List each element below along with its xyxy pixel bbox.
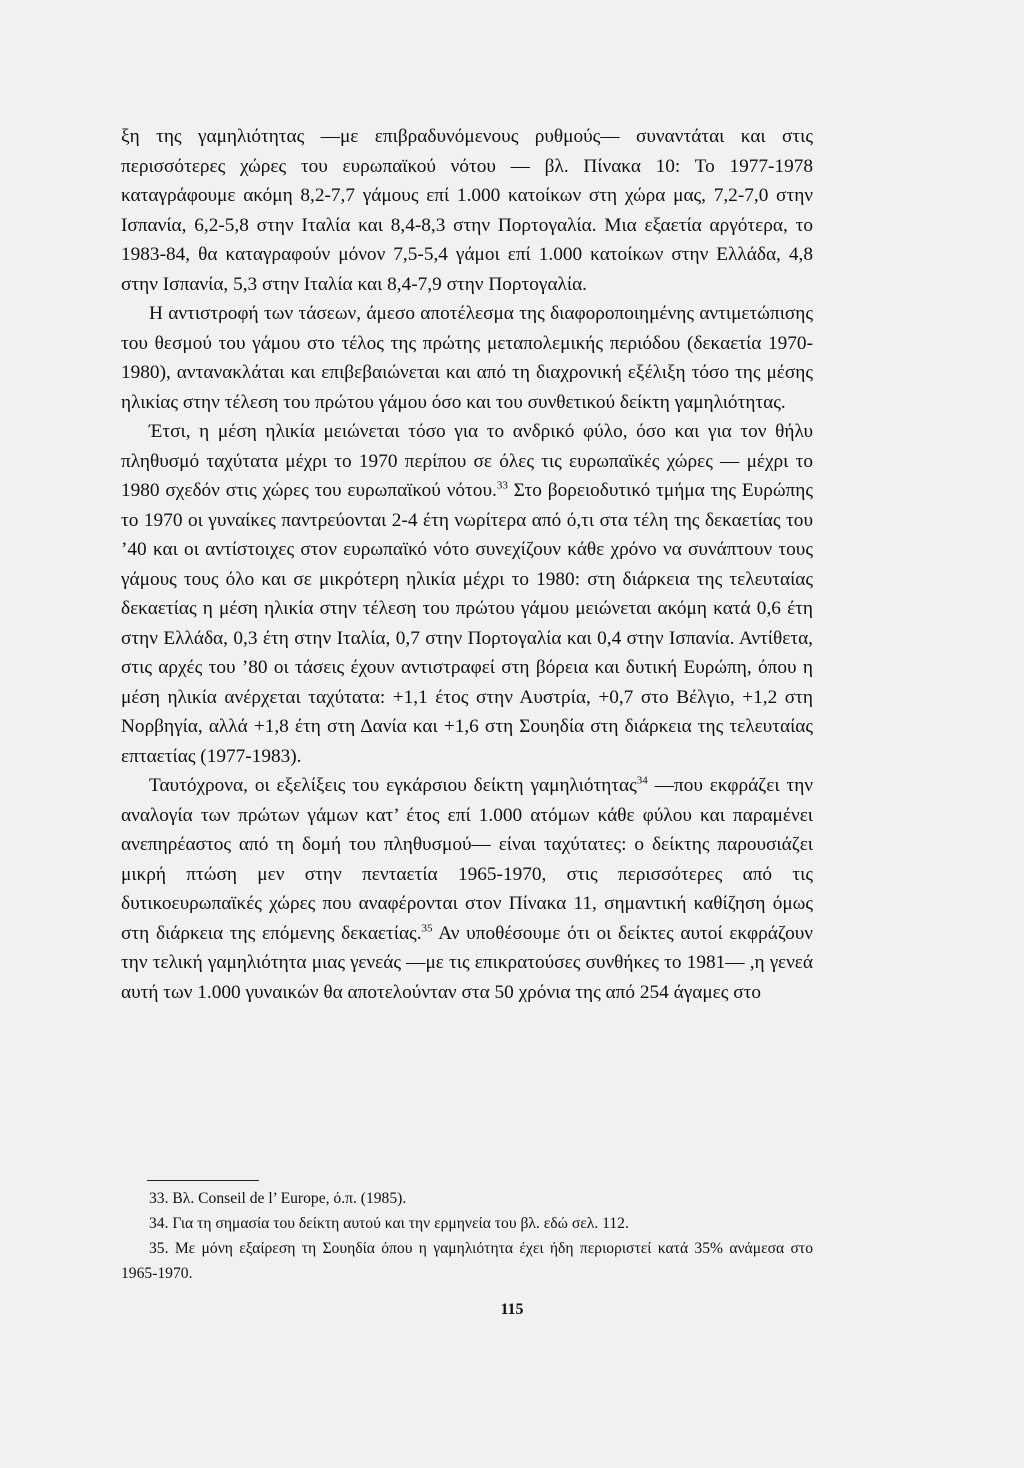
footnotes	[121, 1186, 813, 1286]
page-number: 115	[500, 1301, 524, 1318]
paragraph-3	[121, 417, 813, 771]
paragraph-4	[121, 771, 813, 1007]
body-text	[121, 122, 813, 1007]
footnote-ref-35: 35	[421, 922, 433, 935]
footnote-ref-33: 33	[496, 479, 508, 492]
footnote-35: 35. Με μόνη εξαίρεση τη Σουηδία όπου η γαμηλιότητα έχει ήδη περιοριστεί κατά 35% ανάμεσα στο 1965-1970.	[121, 1240, 813, 1282]
footnote-ref-34: 34	[636, 774, 648, 787]
footnote-34: 34. Για τη σημασία του δείκτη αυτού και την ερμηνεία του βλ. εδώ σελ. 112.	[149, 1215, 629, 1232]
footnote-33: 33. Βλ. Conseil de l’ Europe, ό.π. (1985).	[149, 1190, 407, 1207]
paragraph-4-text-a: Ταυτόχρονα, οι εξελίξεις του εγκάρσιου δείκτη γαμηλιότητας	[149, 775, 637, 796]
paragraph-3-text-b: Στο βορειοδυτικό τμήμα της Ευρώπης το 1970 οι γυναίκες παντρεύονται 2-4 έτη νωρίτερα από ό,τι στα τέλη της δεκαετίας του ’40 και οι αντίστοιχες στον ευρωπαϊκό νότο συνεχίζουν κάθε χρόνο να συνάπτουν τους γάμους τους όλο και σε μικρότερη ηλικία μέχρι το 1980: στη διάρκεια της τελευταίας δεκαετίας η μέση ηλικία στην τέλεση του πρώτου γάμου μειώνεται ακόμη κατά 0,6 έτη στην Ελλάδα, 0,3 έτη στην Ιταλία, 0,7 στην Πορτογαλία και 0,4 στην Ισπανία. Αντίθετα, στις αρχές του ’80 οι τάσεις έχουν αντιστραφεί στη βόρεια και δυτική Ευρώπη, όπου η μέση ηλικία ανέρχεται ταχύτατα: +1,1 έτος στην Αυστρία, +0,7 στο Βέλγιο, +1,2 στη Νορβηγία, αλλά +1,8 έτη στη Δανία και +1,6 στη Σουηδία στη διάρκεια της τελευταίας επταετίας (1977-1983).	[121, 480, 813, 767]
paragraph-3-text-a: Έτσι, η μέση ηλικία μειώνεται τόσο για το ανδρικό φύλο, όσο και για τον θήλυ πληθυσμό ταχύτατα μέχρι το 1970 περίπου σε όλες τις ευρωπαϊκές χώρες — μέχρι το 1980 σχεδόν στις χώρες του ευρωπαϊκού νότου.	[121, 421, 813, 501]
paragraph-4-text-c: Αν υποθέσουμε ότι οι δείκτες αυτοί εκφράζουν την τελική γαμηλιότητα μιας γενεάς —με τις επικρατούσες συνθήκες το 1981— ,η γενεά αυτή των 1.000 γυναικών θα αποτελούνταν στα 50 χρόνια της από 254 άγαμες στο	[121, 922, 813, 1003]
paragraph-4-text-b: —που εκφράζει την αναλογία των πρώτων γάμων κατ’ έτος επί 1.000 ατόμων κάθε φύλου και παραμένει ανεπηρέαστος από τη δομή του πληθυσμού— είναι ταχύτατες: ο δείκτης παρουσιάζει μικρή πτώση μεν στην πενταετία 1965-1970, στις περισσότερες από τις δυτικοευρωπαϊκές χώρες που αναφέρονται στον Πίνακα 11, σημαντική καθίζηση όμως στη διάρκεια της επόμενης δεκαετίας.	[121, 775, 813, 944]
paragraph-2: Η αντιστροφή των τάσεων, άμεσο αποτέλεσμα της διαφοροποιημένης αντιμετώπισης του θεσμού του γάμου στο τέλος της πρώτης μεταπολεμικής περιόδου (δεκαετία 1970-1980), αντανακλάται και επιβεβαιώνεται και από τη διαχρονική εξέλιξη τόσο της μέσης ηλικίας στην τέλεση του πρώτου γάμου όσο και του συνθετικού δείκτη γαμηλιότητας.	[121, 303, 813, 413]
footnote-divider	[147, 1180, 259, 1181]
paragraph-1: ξη της γαμηλιότητας —με επιβραδυνόμενους ρυθμούς— συναντάται και στις περισσότερες χώρες του ευρωπαϊκού νότου — βλ. Πίνακα 10: Το 1977-1978 καταγράφουμε ακόμη 8,2-7,7 γάμους επί 1.000 κατοίκων στη χώρα μας, 7,2-7,0 στην Ισπανία, 6,2-5,8 στην Ιταλία και 8,4-8,3 στην Πορτογαλία. Μια εξαετία αργότερα, το 1983-84, θα καταγραφούν μόνον 7,5-5,4 γάμοι επί 1.000 κατοίκων στην Ελλάδα, 4,8 στην Ισπανία, 5,3 στην Ιταλία και 8,4-7,9 στην Πορτογαλία.	[121, 126, 813, 295]
